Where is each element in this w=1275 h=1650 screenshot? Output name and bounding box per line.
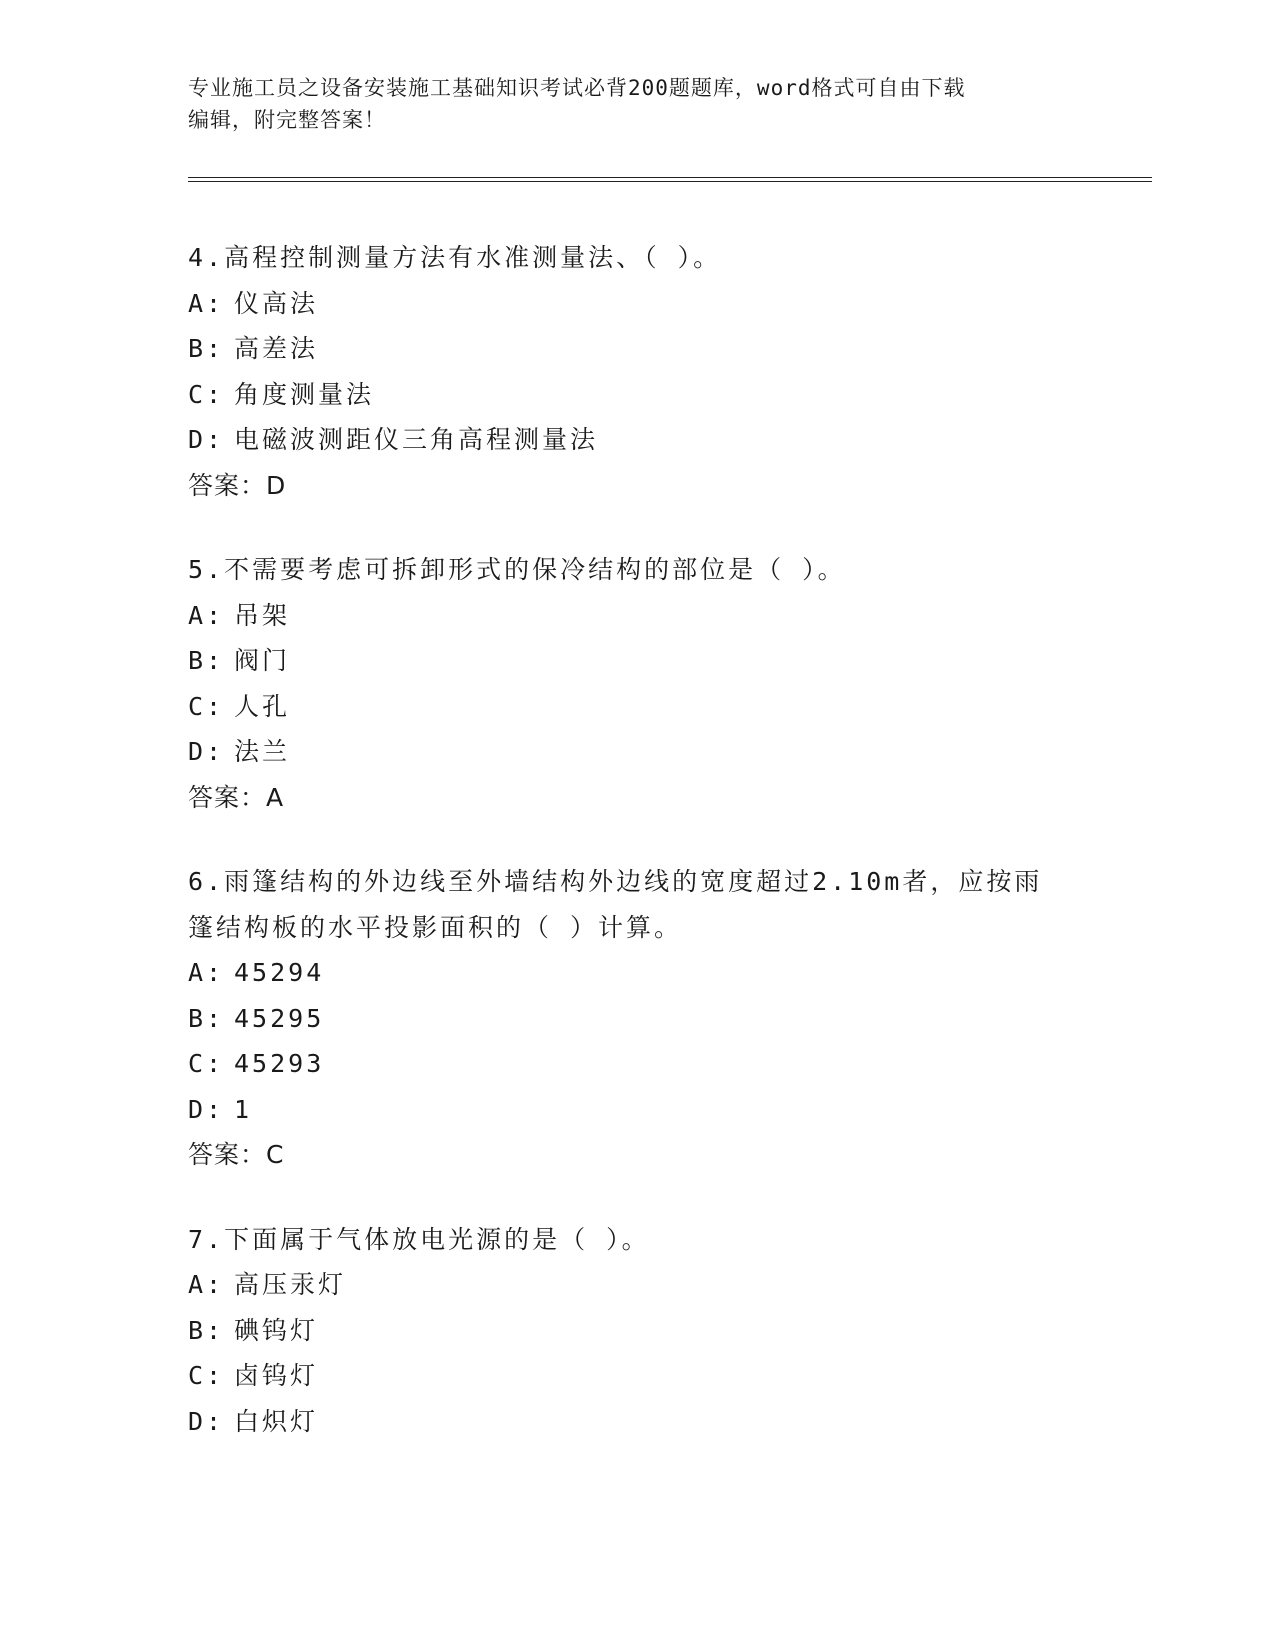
question-4 [188, 235, 1148, 508]
option-key: B: [188, 1315, 225, 1345]
option-key: C: [188, 691, 225, 721]
option-text: 高压汞灯 [234, 1270, 347, 1299]
option-key: B: [188, 1003, 225, 1033]
option-b [188, 996, 1148, 1042]
question-stem: 6.雨篷结构的外边线至外墙结构外边线的宽度超过2.10m者，应按雨篷结构板的水平投影面积的（ ）计算。 [188, 867, 1043, 942]
answer-text: 答案：A [188, 782, 285, 812]
option-b [188, 638, 1148, 684]
option-key: D: [188, 1094, 225, 1124]
question-stem: 7.下面属于气体放电光源的是（ ）。 [188, 1224, 650, 1254]
option-text: 碘钨灯 [234, 1315, 319, 1345]
option-text: 法兰 [234, 737, 291, 766]
answer-text: 答案：D [188, 470, 287, 500]
option-text: 电磁波测距仪三角高程测量法 [234, 425, 599, 454]
option-d [188, 1087, 1148, 1133]
question-5 [188, 547, 1148, 820]
question-7 [188, 1217, 1148, 1445]
question-list [188, 235, 1148, 1483]
option-text: 45293 [234, 1049, 325, 1078]
question-stem: 4.高程控制测量方法有水准测量法、（ ）。 [188, 243, 722, 272]
option-key: A: [188, 1270, 225, 1299]
option-text: 卤钨灯 [234, 1361, 319, 1390]
option-text: 白炽灯 [234, 1406, 319, 1436]
option-key: D: [188, 737, 225, 766]
option-key: C: [188, 1361, 225, 1390]
option-a [188, 281, 1148, 327]
option-a [188, 1262, 1148, 1308]
option-key: A: [188, 958, 225, 987]
document-header [188, 72, 1068, 136]
question-stem: 5.不需要考虑可拆卸形式的保冷结构的部位是（ ）。 [188, 555, 846, 584]
header-divider-top [188, 177, 1152, 178]
option-b [188, 1308, 1148, 1354]
option-key: D: [188, 425, 225, 454]
option-key: B: [188, 646, 225, 675]
option-c [188, 1353, 1148, 1399]
option-text: 仪高法 [234, 288, 319, 318]
option-c [188, 1041, 1148, 1087]
option-key: C: [188, 379, 225, 409]
option-key: A: [188, 600, 225, 630]
option-key: D: [188, 1406, 225, 1436]
option-d [188, 729, 1148, 775]
option-b [188, 326, 1148, 372]
option-a [188, 950, 1148, 996]
header-title-line-1: 专业施工员之设备安装施工基础知识考试必背200题题库，word格式可自由下载 [188, 76, 966, 100]
header-divider-bottom [188, 181, 1152, 182]
option-text: 1 [234, 1094, 253, 1124]
option-d [188, 417, 1148, 463]
option-key: A: [188, 288, 225, 318]
option-key: C: [188, 1049, 225, 1078]
question-6 [188, 859, 1148, 1178]
option-text: 人孔 [234, 691, 291, 721]
option-c [188, 684, 1148, 730]
option-text: 吊架 [234, 600, 291, 630]
option-text: 角度测量法 [234, 379, 375, 409]
option-text: 45294 [234, 958, 325, 987]
answer-text: 答案：C [188, 1140, 285, 1169]
option-key: B: [188, 334, 225, 363]
option-text: 高差法 [234, 334, 319, 363]
option-text: 阀门 [234, 646, 291, 675]
header-title-line-2: 编辑，附完整答案！ [188, 108, 386, 132]
option-d [188, 1399, 1148, 1445]
option-text: 45295 [234, 1003, 325, 1033]
option-a [188, 593, 1148, 639]
option-c [188, 372, 1148, 418]
